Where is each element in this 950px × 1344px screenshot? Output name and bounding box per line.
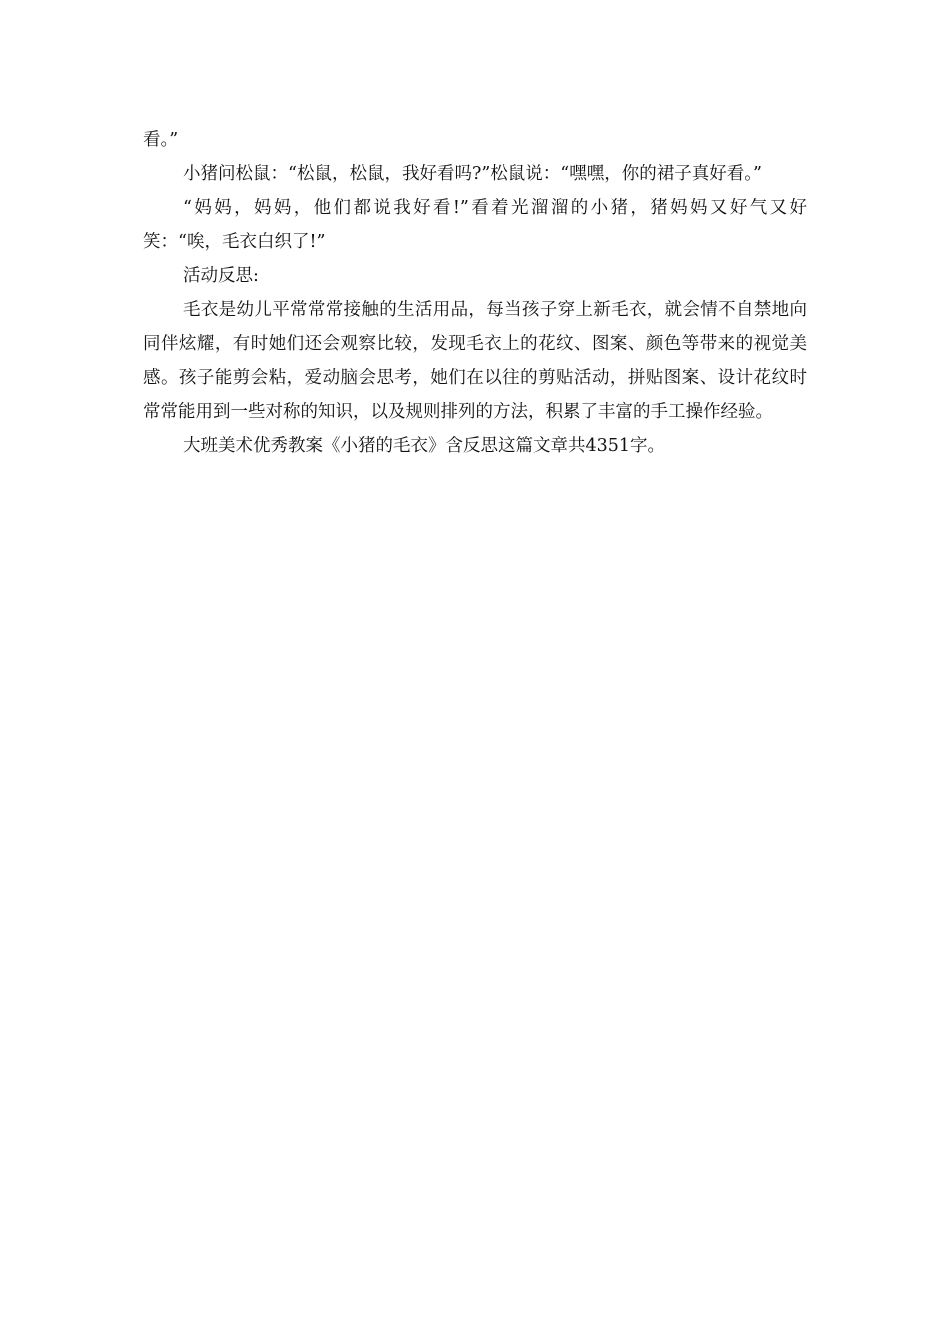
paragraph-piglet-tells-mom: “妈妈，妈妈，他们都说我好看!”看着光溜溜的小猪，猪妈妈又好气又好笑：“唉，毛衣白织了!” bbox=[143, 198, 807, 252]
paragraph-word-count-note: 大班美术优秀教案《小猪的毛衣》含反思这篇文章共4351字。 bbox=[183, 436, 666, 456]
section-heading-reflection: 活动反思: bbox=[183, 266, 259, 286]
document-body bbox=[143, 123, 807, 463]
paragraph-continuation: 看。” bbox=[143, 130, 179, 150]
paragraph-piglet-asks-squirrel: 小猪问松鼠：“松鼠，松鼠，我好看吗?”松鼠说：“嘿嘿，你的裙子真好看。” bbox=[183, 164, 762, 184]
paragraph-reflection-body: 毛衣是幼儿平常常常接触的生活用品，每当孩子穿上新毛衣，就会情不自禁地向同伴炫耀，有时她们还会观察比较，发现毛衣上的花纹、图案、颜色等带来的视觉美感。孩子能剪会粘，爱动脑会思考，她们在以往的剪贴活动，拼贴图案、设计花纹时常常能用到一些对称的知识，以及规则排列的方法，积累了丰富的手工操作经验。 bbox=[143, 300, 807, 422]
